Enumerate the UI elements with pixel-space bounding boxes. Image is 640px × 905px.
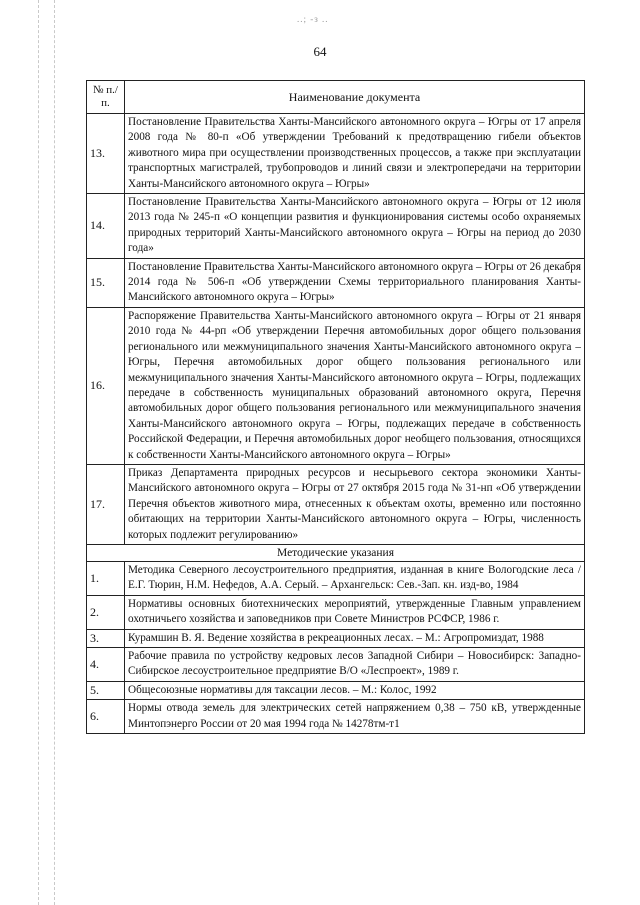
- header-document-name: Наименование документа: [125, 81, 585, 114]
- table-row: [87, 629, 585, 647]
- documents-table: [86, 80, 585, 734]
- header-number: № п./п.: [87, 81, 125, 114]
- scan-fold-line: [54, 0, 55, 905]
- table-row: [87, 595, 585, 629]
- row-number: 16.: [87, 307, 125, 464]
- table-header-row: [87, 81, 585, 114]
- row-number: 14.: [87, 194, 125, 259]
- row-document-text: Постановление Правительства Ханты-Мансийского автономного округа – Югры от 26 декабря 2014 года № 506-п «Об утверждении Схемы территориального планирования Ханты-Мансийского автономного округа – Югры»: [125, 258, 585, 307]
- row-document-text: Общесоюзные нормативы для таксации лесов. – М.: Колос, 1992: [125, 681, 585, 699]
- row-document-text: Постановление Правительства Ханты-Мансийского автономного округа – Югры от 17 апреля 2008 года № 80-п «Об утверждении Требований к предотвращению гибели объектов животного мира при осуществлении производственных процессов, а также при эксплуатации транспортных магистралей, трубопроводов и линий связи и электропередачи на территории Ханты-Мансийского автономного округа – Югры»: [125, 114, 585, 194]
- table-row: [87, 194, 585, 259]
- row-document-text: Распоряжение Правительства Ханты-Мансийского автономного округа – Югры от 21 января 2010 года № 44-рп «Об утверждении Перечня автомобильных дорог общего пользования регионального или межмуниципального значения Ханты-Мансийского автономного округа – Югры, Перечня автомобильных дорог общего пользования регионального или межмуниципального значения Ханты-Мансийского автономного округа – Югры, подлежащих передаче в собственность муниципальных образований автономного округа, Перечня автомобильных дорог общего пользования регионального или межмуниципального значения Ханты-Мансийского автономного округа – Югры, подлежащих передаче в собственность Российской Федерации, и Перечня автомобильных дорог необщего пользования, относящихся к собственности Ханты-Мансийского автономного округа – Югры»: [125, 307, 585, 464]
- row-document-text: Методика Северного лесоустроительного предприятия, изданная в книге Вологодские леса / Е.Г. Тюрин, Н.М. Нефедов, А.А. Серый. – Архангельск: Сев.-Зап. кн. изд-во, 1984: [125, 561, 585, 595]
- row-number: 5.: [87, 681, 125, 699]
- section-title: Методические указания: [87, 544, 585, 561]
- table-row: [87, 258, 585, 307]
- table-row: [87, 114, 585, 194]
- faint-stamp: ..; -з ..: [297, 14, 329, 24]
- row-document-text: Постановление Правительства Ханты-Мансийского автономного округа – Югры от 12 июля 2013 года № 245-п «О концепции развития и функционирования системы особо охраняемых природных территорий Ханты-Мансийского автономного округа – Югры на период до 2030 года»: [125, 194, 585, 259]
- row-document-text: Курамшин В. Я. Ведение хозяйства в рекреационных лесах. – М.: Агропромиздат, 1988: [125, 629, 585, 647]
- table-row: [87, 648, 585, 682]
- row-number: 6.: [87, 700, 125, 734]
- row-number: 3.: [87, 629, 125, 647]
- row-number: 1.: [87, 561, 125, 595]
- scan-fold-line: [38, 0, 39, 905]
- table-row: [87, 681, 585, 699]
- row-document-text: Приказ Департамента природных ресурсов и несырьевого сектора экономики Ханты-Мансийского автономного округа – Югры от 27 октября 2015 года № 31-нп «Об утверждении Перечня объектов животного мира, отнесенных к объектам охоты, временно или постоянно обитающих на территории Ханты-Мансийского автономного округа – Югры, численность которых подлежит регулированию»: [125, 464, 585, 544]
- section-row: [87, 544, 585, 561]
- row-number: 17.: [87, 464, 125, 544]
- row-document-text: Нормы отвода земель для электрических сетей напряжением 0,38 – 750 кВ, утвержденные Минтопэнерго России от 20 мая 1994 года № 14278тм-т1: [125, 700, 585, 734]
- row-number: 15.: [87, 258, 125, 307]
- table-row: [87, 464, 585, 544]
- page-number: 64: [313, 44, 327, 59]
- row-document-text: Рабочие правила по устройству кедровых лесов Западной Сибири – Новосибирск: Западно-Сибирское лесоустроительное предприятие В/О «Леспроект», 1989 г.: [125, 648, 585, 682]
- table-row: [87, 561, 585, 595]
- table-row: [87, 307, 585, 464]
- row-number: 13.: [87, 114, 125, 194]
- row-number: 4.: [87, 648, 125, 682]
- row-number: 2.: [87, 595, 125, 629]
- table-row: [87, 700, 585, 734]
- row-document-text: Нормативы основных биотехнических мероприятий, утвержденные Главным управлением охотничьего хозяйства и заповедников при Совете Министров РСФСР, 1986 г.: [125, 595, 585, 629]
